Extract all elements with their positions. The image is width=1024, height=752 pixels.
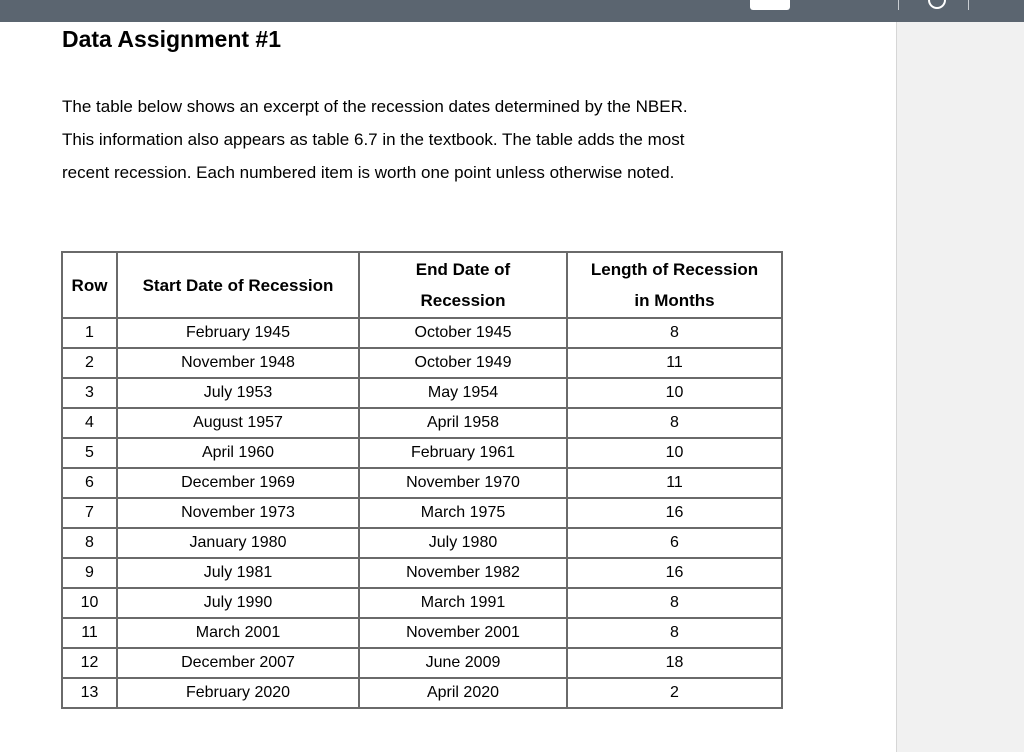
cell-end-date: March 1975: [359, 498, 567, 528]
cell-start-date: November 1948: [117, 348, 359, 378]
cell-row: 13: [62, 678, 117, 708]
cell-start-date: July 1981: [117, 558, 359, 588]
cell-start-date: July 1990: [117, 588, 359, 618]
cell-length: 16: [567, 558, 782, 588]
header-row: Row: [62, 252, 117, 318]
cell-row: 5: [62, 438, 117, 468]
cell-end-date: July 1980: [359, 528, 567, 558]
cell-start-date: March 2001: [117, 618, 359, 648]
cell-row: 8: [62, 528, 117, 558]
cell-length: 6: [567, 528, 782, 558]
cell-row: 3: [62, 378, 117, 408]
cell-length: 8: [567, 588, 782, 618]
cell-start-date: April 1960: [117, 438, 359, 468]
intro-line: recent recession. Each numbered item is worth one point unless otherwise noted.: [62, 163, 675, 182]
toolbar-divider: [898, 0, 899, 10]
table-row: [62, 408, 782, 438]
cell-row: 6: [62, 468, 117, 498]
cell-start-date: February 1945: [117, 318, 359, 348]
table-header-row: [62, 252, 782, 318]
intro-line: The table below shows an excerpt of the recession dates determined by the NBER.: [62, 97, 688, 116]
document-page: [0, 22, 897, 752]
cell-length: 8: [567, 318, 782, 348]
side-panel: [897, 22, 1024, 752]
cell-end-date: June 2009: [359, 648, 567, 678]
table-row: [62, 348, 782, 378]
cell-end-date: October 1945: [359, 318, 567, 348]
cell-length: 16: [567, 498, 782, 528]
refresh-icon[interactable]: [928, 0, 946, 9]
cell-length: 8: [567, 408, 782, 438]
page-number-field[interactable]: [750, 0, 790, 10]
table-body: [62, 318, 782, 708]
cell-length: 10: [567, 378, 782, 408]
cell-start-date: January 1980: [117, 528, 359, 558]
cell-length: 18: [567, 648, 782, 678]
cell-row: 4: [62, 408, 117, 438]
header-start-date: Start Date of Recession: [117, 252, 359, 318]
cell-end-date: May 1954: [359, 378, 567, 408]
table-row: [62, 678, 782, 708]
cell-start-date: November 1973: [117, 498, 359, 528]
cell-row: 2: [62, 348, 117, 378]
header-length: [567, 252, 782, 318]
cell-row: 12: [62, 648, 117, 678]
cell-start-date: August 1957: [117, 408, 359, 438]
cell-start-date: February 2020: [117, 678, 359, 708]
cell-row: 1: [62, 318, 117, 348]
cell-end-date: March 1991: [359, 588, 567, 618]
header-length-line: in Months: [634, 291, 715, 310]
cell-row: 11: [62, 618, 117, 648]
table-row: [62, 378, 782, 408]
table-row: [62, 498, 782, 528]
cell-row: 10: [62, 588, 117, 618]
cell-length: 2: [567, 678, 782, 708]
table-row: [62, 318, 782, 348]
cell-start-date: July 1953: [117, 378, 359, 408]
cell-end-date: November 1982: [359, 558, 567, 588]
cell-end-date: November 2001: [359, 618, 567, 648]
cell-end-date: February 1961: [359, 438, 567, 468]
table-row: [62, 528, 782, 558]
cell-end-date: October 1949: [359, 348, 567, 378]
cell-end-date: November 1970: [359, 468, 567, 498]
header-end-line: Recession: [420, 291, 506, 310]
header-end-date: [359, 252, 567, 318]
recession-table: [61, 251, 783, 709]
cell-start-date: December 1969: [117, 468, 359, 498]
table-row: [62, 648, 782, 678]
intro-paragraph: [62, 90, 822, 189]
table-row: [62, 438, 782, 468]
table-row: [62, 588, 782, 618]
table-row: [62, 558, 782, 588]
table-row: [62, 468, 782, 498]
cell-end-date: April 2020: [359, 678, 567, 708]
cell-length: 11: [567, 468, 782, 498]
cell-start-date: December 2007: [117, 648, 359, 678]
document-title: Data Assignment #1: [62, 26, 281, 52]
intro-line: This information also appears as table 6.7 in the textbook. The table adds the most: [62, 130, 685, 149]
cell-row: 7: [62, 498, 117, 528]
cell-length: 11: [567, 348, 782, 378]
table-row: [62, 618, 782, 648]
viewer-toolbar: [0, 0, 1024, 22]
cell-length: 10: [567, 438, 782, 468]
header-length-line: Length of Recession: [590, 260, 759, 279]
cell-end-date: April 1958: [359, 408, 567, 438]
cell-row: 9: [62, 558, 117, 588]
toolbar-divider: [968, 0, 969, 10]
header-end-line: End Date of: [415, 260, 511, 279]
cell-length: 8: [567, 618, 782, 648]
